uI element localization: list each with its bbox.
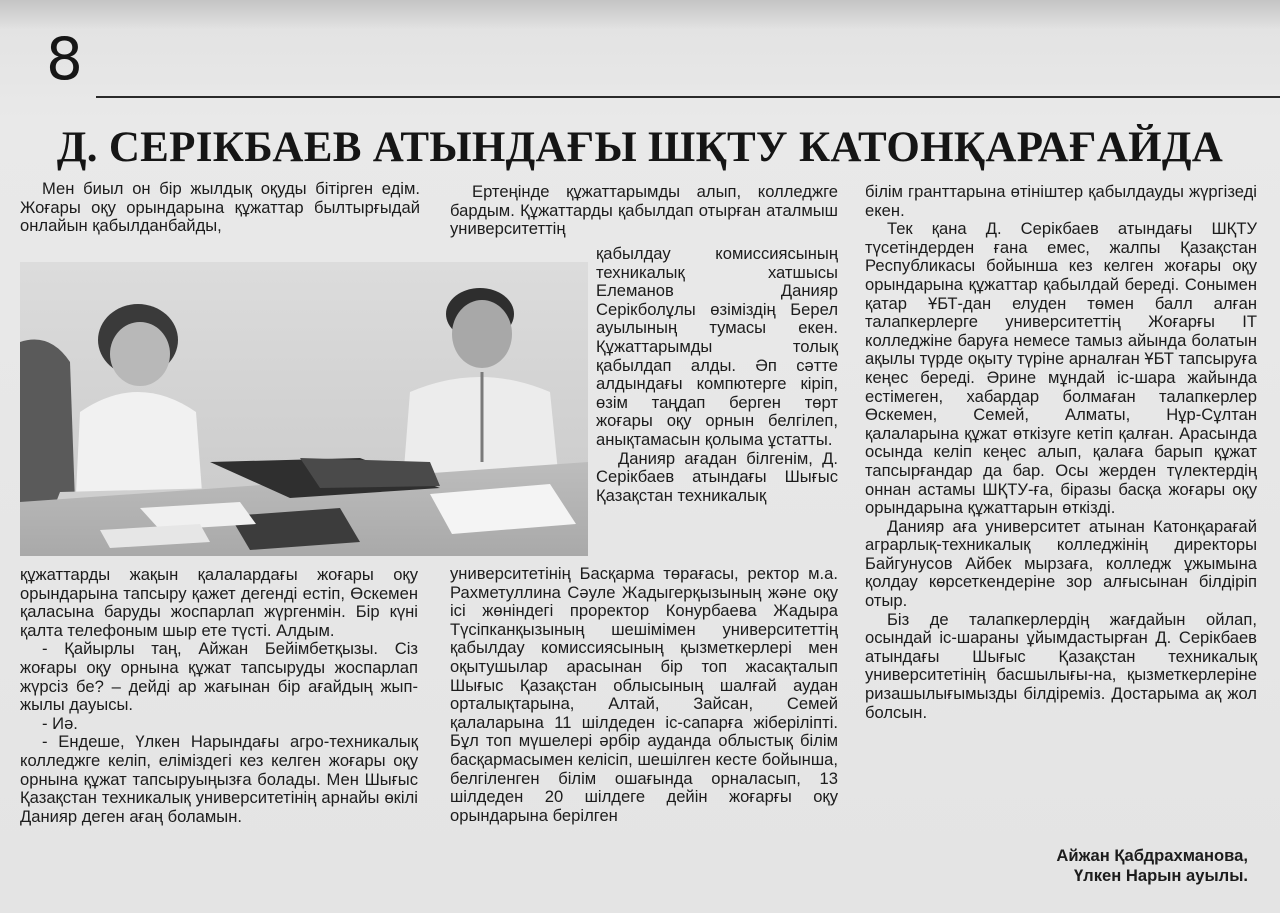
paragraph: Тек қана Д. Серікбаев атындағы ШҚТУ түсетіндерден ғана емес, жалпы Қазақстан Республикасы бойынша кез келген жоғары оқу орындарына құжаттар қабылдай береді. Сонымен қатар ҰБТ-дан елуден төмен балл алған талапкерлерге университеттің Жоғарғы ІТ колледжіне баруға немесе тамыз айында болатын ақылы түрде оқыту түріне арналған ҰБТ тапсыруға кеңес береді. Әрине мұндай іс-шара жайында естімеген, хабардар болмаған талапкерлер Өскемен, Семей, Алматы, Нұр-Сұлтан қалаларына құжат өткізуге кетіп қалған. Арасында осында келіп кеңес алып, қалаға барып құжат тапсырғандар да бар. Осы жерден түлектердің оннан астамы ШҚТУ-ға, біразы басқа жоғары оқу орындарына құжаттарын өткізді. bbox=[865, 219, 1258, 518]
paragraph: - Иә. bbox=[42, 713, 78, 733]
column-1-top bbox=[20, 180, 420, 236]
author-place: Үлкен Нарын ауылы. bbox=[1073, 866, 1248, 885]
column-3 bbox=[865, 183, 1257, 722]
page-number: 8 bbox=[46, 25, 83, 93]
paragraph: құжаттарды жақын қалалардағы жоғары оқу орындарына тапсыру қажет дегенді естіп, Өскемен қаласына баруды жоспарлап жүргенмін. Бір күні қалта телефоным шыр ете түсті. Алдым. bbox=[20, 565, 418, 640]
paragraph: Біз де талапкерлердің жағдайын ойлап, осындай іс-шараны ұйымдастырған Д. Серікбаев атындағы Шығыс Қазақстан техникалық университетінің басшылығы-на, қызметкерлеріне ризашылығымызды білдіреміз. Достарыма ақ жол болсын. bbox=[865, 609, 1257, 722]
paragraph: университетінің Басқарма төрағасы, ректор м.а. Рахметуллина Сәуле Жадыгерқызының және оқу ісі жөніндегі проректор Конурбаева Жадыра Түсіпканқызының шешімімен университеттің қабылдау комиссиясының қызметкерлері мен оқытушылар арасынан бір топ жасақталып Шығыс Қазақстан облысының шалғай аудан орталықтарына, Алтай, Зайсан, Семей қалаларына 11 шілдеден іс-сапарға жіберіліпті. Бұл топ мүшелері әрбір ауданда облыстық білім басқармасымен келісіп, шешілген кесте бойынша, белгіленген білім ошағында орналасып, 13 шілдеден 20 шілдеге дейін жоғарғы оқу орындарына берілген bbox=[450, 564, 838, 825]
paragraph: - Ендеше, Үлкен Нарындағы агро-техникалық колледжге келіп, еліміздегі кез келген жоғары оқу орнына құжат тапсыруыңызға болады. Мен Шығыс Қазақстан техникалық университетінің арнайы өкілі Данияр деген ағаң боламын. bbox=[20, 732, 418, 826]
paragraph: - Қайырлы таң, Айжан Бейімбетқызы. Сіз жоғары оқу орнына құжат тапсыруды жоспарлап жүрсіз бе? – дейді ар жағынан бір ағайдың жып-жылы дауысы. bbox=[20, 639, 418, 715]
paragraph: білім гранттарына өтініштер қабылдауды жүргізеді екен. bbox=[865, 182, 1257, 220]
column-2-narrow bbox=[596, 245, 838, 505]
paragraph: Мен биыл он бір жылдық оқуды бітірген едім. Жоғары оқу орындарына құжаттар былтырғыдай онлайын қабылданбайды, bbox=[20, 179, 420, 236]
paragraph: Данияр ағадан білгенім, Д. Серікбаев атындағы Шығыс Қазақстан техникалық bbox=[596, 448, 838, 505]
column-1-bottom bbox=[20, 566, 418, 826]
photo-image bbox=[20, 262, 588, 556]
column-2-bottom bbox=[450, 565, 838, 825]
article-headline: Д. СЕРІКБАЕВ АТЫНДАҒЫ ШҚТУ КАТОНҚАРАҒАЙДА bbox=[56, 124, 1224, 171]
paragraph: Ертеңінде құжаттарымды алып, колледжге бардым. Құжаттарды қабылдап отырған аталмыш университеттің bbox=[450, 182, 838, 239]
header-rule bbox=[96, 96, 1280, 98]
column-2-top bbox=[450, 183, 838, 239]
paragraph: қабылдау комиссиясының техникалық хатшысы Елеманов Данияр Серікболұлы өзіміздің Берел ауылының тумасы екен. Құжаттарымды толық қабылдап алды. Әп сәтте алдындағы компютерге кіріп, өзім таңдап берген төрт жоғары оқу орнын белгілеп, анықтамасын қолыма ұстатты. bbox=[596, 244, 838, 449]
article-photo bbox=[20, 262, 588, 556]
author-name: Айжан Қабдрахманова, bbox=[1056, 846, 1248, 865]
author-signature bbox=[1056, 846, 1248, 886]
paragraph: Данияр аға университет атынан Катонқарағай аграрлық-техникалық колледжінің директоры Байгунусов Айбек мырзаға, колледж ұжымына қолдау көрсеткендеріне зор алғысынан білдіріп отыр. bbox=[865, 516, 1257, 611]
